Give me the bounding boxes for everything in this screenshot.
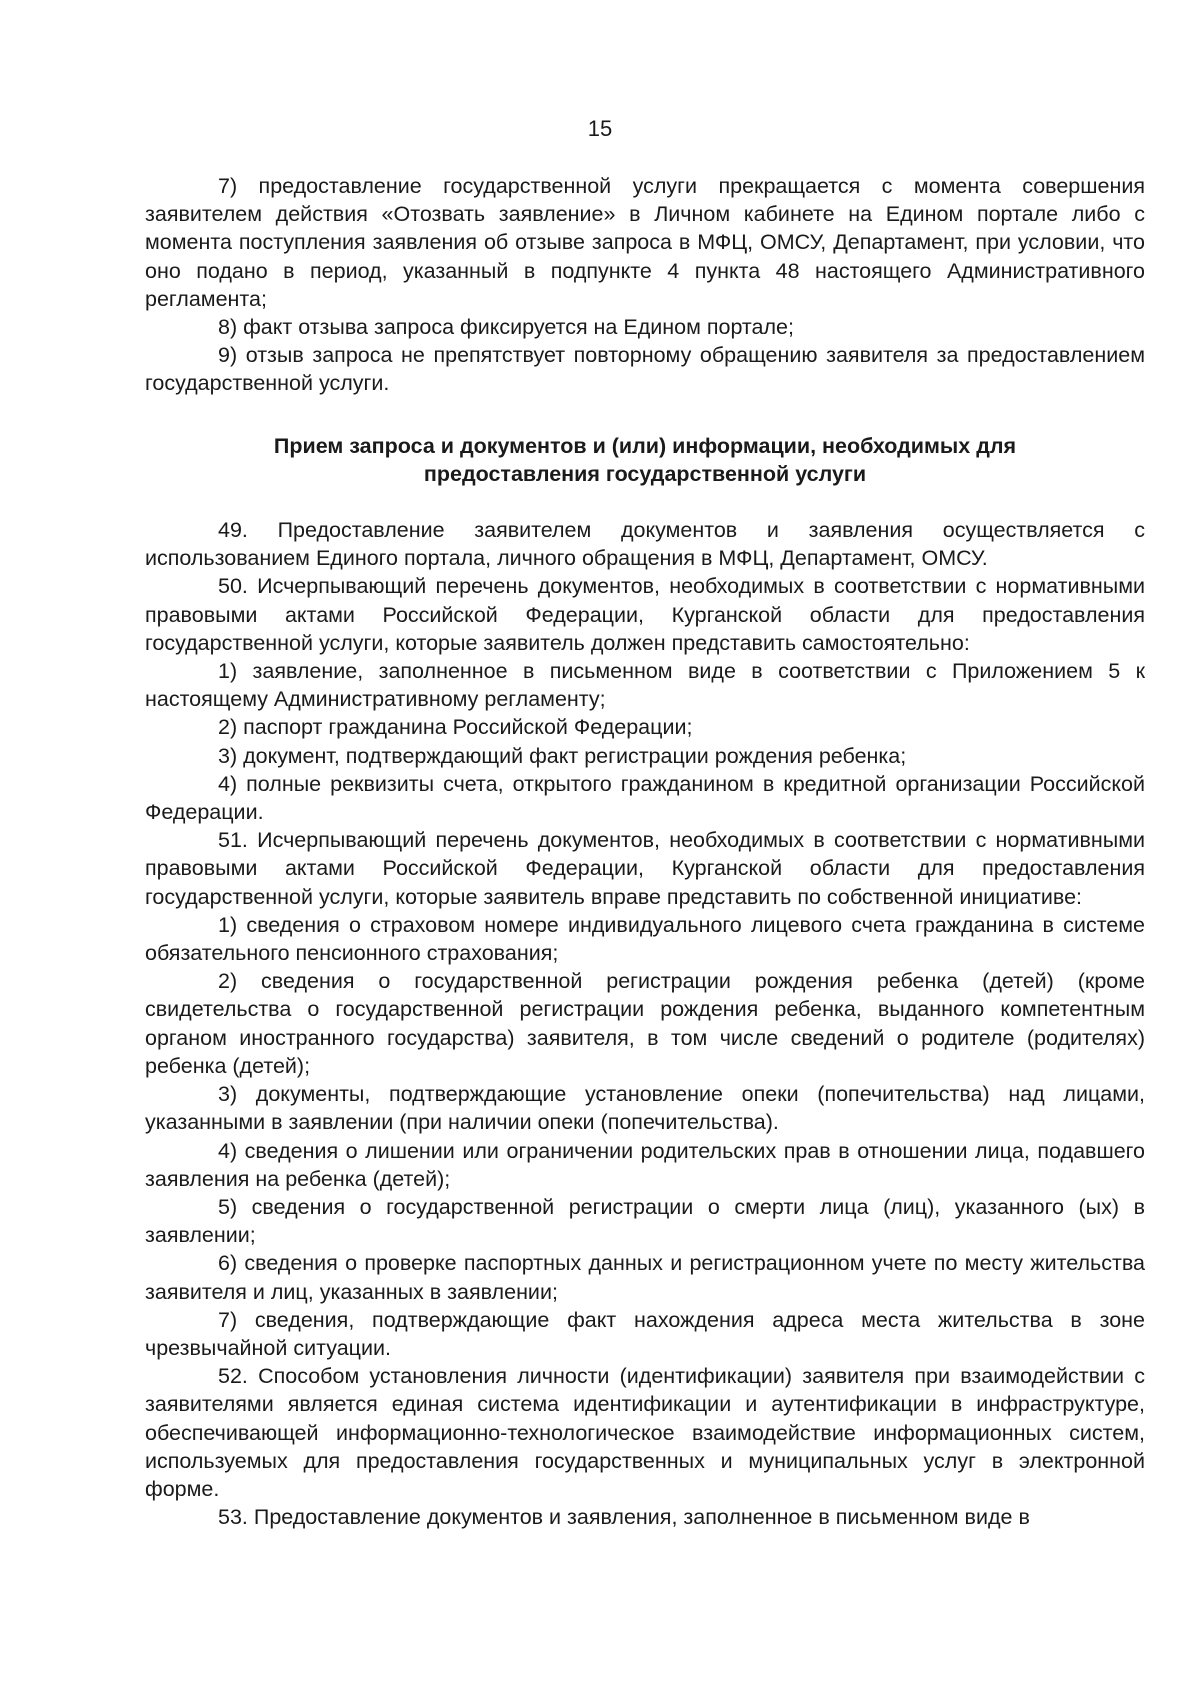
list-item: 2) сведения о государственной регистрации рождения ребенка (детей) (кроме свидетельства о государственной регистрации рождения ребенка, выданного компетентным органом иностранного государства) заявителя, в том числе сведений о родителе (родителях) ребенка (детей); [145,969,1145,1078]
paragraph-53: 53. Предоставление документов и заявления, заполненное в письменном виде в [218,1505,1030,1530]
paragraph: 8) факт отзыва запроса фиксируется на Едином портале; [218,315,794,340]
list-item: 1) заявление, заполненное в письменном виде в соответствии с Приложением 5 к настоящему Административному регламенту; [145,659,1145,712]
section-heading-line-2: предоставления государственной услуги [423,461,867,486]
paragraph-50: 50. Исчерпывающий перечень документов, необходимых в соответствии с нормативными правовыми актами Российской Федерации, Курганской области для предоставления государственной услуги, которые заявитель должен представить самостоятельно: [145,574,1145,655]
list-item: 6) сведения о проверке паспортных данных и регистрационном учете по месту жительства заявителя и лиц, указанных в заявлении; [145,1251,1145,1304]
paragraph-52: 52. Способом установления личности (идентификации) заявителя при взаимодействии с заявителями является единая система идентификации и аутентификации в инфраструктуре, обеспечивающей информационно-технологическое взаимодействие информационных систем, используемых для предоставления государственных и муниципальных услуг в электронной форме. [145,1364,1145,1501]
paragraph: 9) отзыв запроса не препятствует повторному обращению заявителя за предоставлением государственной услуги. [145,343,1145,396]
list-item: 5) сведения о государственной регистрации о смерти лица (лиц), указанного (ых) в заявлении; [145,1194,1145,1248]
list-item: 3) документы, подтверждающие установление опеки (попечительства) над лицами, указанными в заявлении (при наличии опеки (попечительства). [145,1082,1145,1135]
section-heading-line-1: Прием запроса и документов и (или) информации, необходимых для [273,433,1017,458]
paragraph-49: 49. Предоставление заявителем документов и заявления осуществляется с использованием Единого портала, личного обращения в МФЦ, Департамент, ОМСУ. [145,518,1145,571]
paragraph-51: 51. Исчерпывающий перечень документов, необходимых в соответствии с нормативными правовыми актами Российской Федерации, Курганской области для предоставления государственной услуги, которые заявитель вправе представить по собственной инициативе: [145,828,1145,909]
list-item: 7) сведения, подтверждающие факт нахождения адреса места жительства в зоне чрезвычайной ситуации. [145,1307,1145,1360]
list-item: 3) документ, подтверждающий факт регистрации рождения ребенка; [218,743,907,768]
page-number: 15 [587,116,613,141]
spacer [145,398,1145,432]
list-item: 2) паспорт гражданина Российской Федерации; [218,715,693,740]
spacer [145,488,1145,516]
list-item: 4) полные реквизиты счета, открытого гражданином в кредитной организации Российской Федерации. [145,771,1145,825]
paragraph: 7) предоставление государственной услуги прекращается с момента совершения заявителем действия «Отозвать заявление» в Личном кабинете на Едином портале либо с момента поступления заявления об отзыве запроса в МФЦ, ОМСУ, Департамент, при условии, что оно подано в период, указанный в подпункте 4 пункта 48 настоящего Административного регламента; [145,174,1145,311]
list-item: 1) сведения о страховом номере индивидуального лицевого счета гражданина в системе обязательного пенсионного страхования; [145,912,1145,966]
list-item: 4) сведения о лишении или ограничении родительских прав в отношении лица, подавшего заявления на ребенка (детей); [145,1138,1145,1191]
document-body [145,172,1145,1531]
